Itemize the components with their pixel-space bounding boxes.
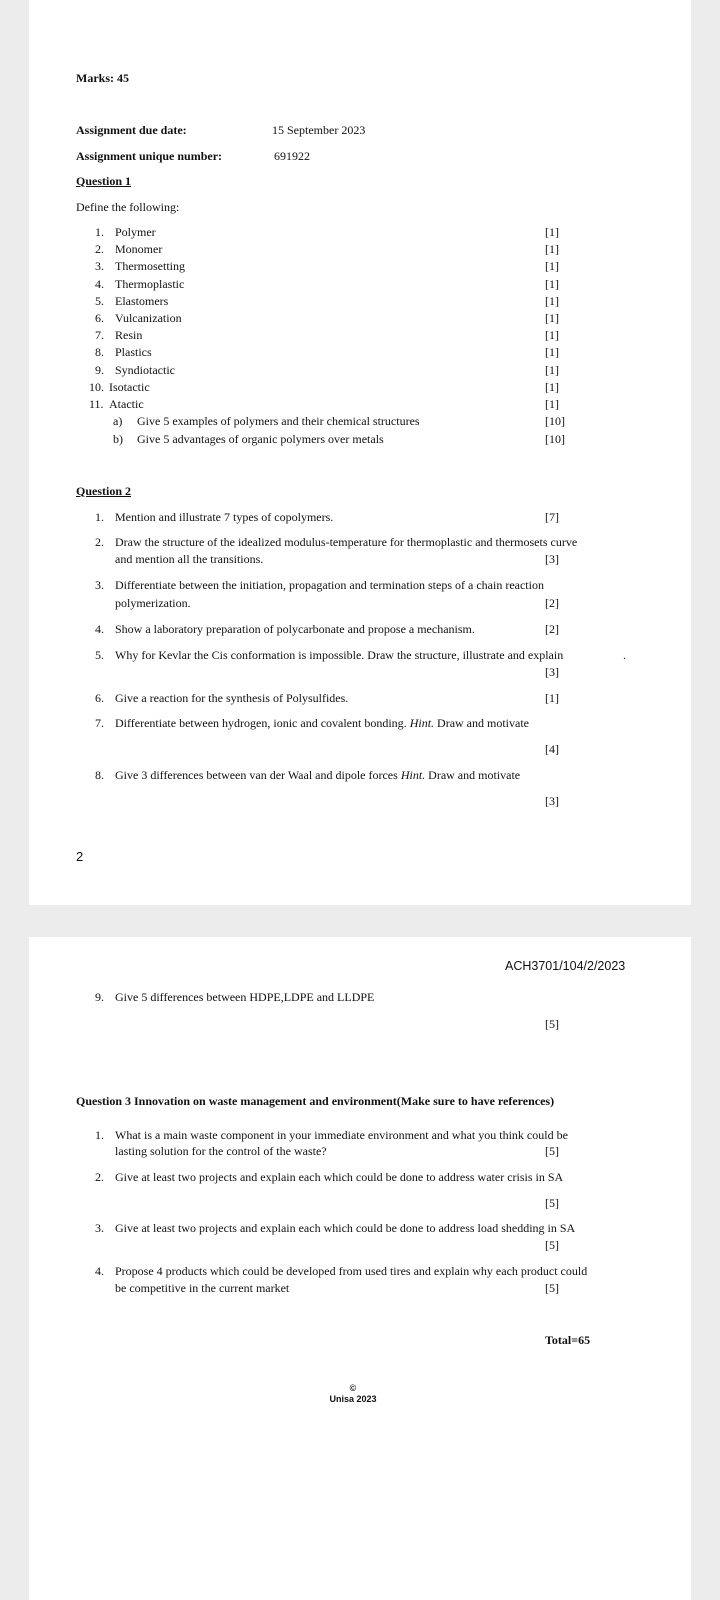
question-3-heading: Question 3 Innovation on waste management and environment(Make sure to have references) bbox=[76, 1094, 555, 1108]
q2-item-number: 7. bbox=[95, 716, 104, 730]
q2-item-text-continued: polymerization. bbox=[115, 596, 191, 610]
q2-item-mark: [3] bbox=[545, 665, 559, 679]
q1-item-mark: [1] bbox=[545, 397, 559, 411]
due-date-label: Assignment due date: bbox=[76, 123, 187, 137]
q3-item-mark: [5] bbox=[545, 1196, 559, 1210]
q3-item-text: What is a main waste component in your immediate environment and what you think could be bbox=[115, 1128, 568, 1142]
marks-total: Marks: 45 bbox=[76, 71, 129, 85]
q2-item-text: Draw the structure of the idealized modulus-temperature for thermoplastic and thermosets curve bbox=[115, 535, 578, 549]
q3-item-text-continued: be competitive in the current market bbox=[115, 1281, 290, 1295]
document-page-1 bbox=[29, 0, 691, 905]
q1-item-number: 7. bbox=[95, 328, 104, 342]
q1-item-text: Resin bbox=[115, 328, 143, 342]
q1-item-mark: [1] bbox=[545, 259, 559, 273]
q2-item-text-after-hint: Draw and motivate bbox=[428, 768, 521, 782]
q2-stray-dot: . bbox=[623, 648, 626, 662]
question-1-intro: Define the following: bbox=[76, 200, 180, 214]
q1-item-mark: [1] bbox=[545, 242, 559, 256]
q1-item-text: Atactic bbox=[109, 397, 144, 411]
q2-item-text: Differentiate between the initiation, propagation and termination steps of a chain reaction bbox=[115, 578, 544, 592]
copyright-symbol: © bbox=[349, 1383, 357, 1393]
q3-item-number: 4. bbox=[95, 1264, 104, 1278]
q1-item-number: 4. bbox=[95, 277, 104, 291]
q3-item-mark: [5] bbox=[545, 1144, 559, 1158]
q1-item-mark: [1] bbox=[545, 380, 559, 394]
q1-subitem-mark: [10] bbox=[545, 432, 565, 446]
grand-total: Total=65 bbox=[545, 1333, 591, 1347]
q2-item-number: 3. bbox=[95, 578, 104, 592]
q3-item-text: Give at least two projects and explain each which could be done to address water crisis in SA bbox=[115, 1170, 564, 1184]
q1-item-number: 9. bbox=[95, 363, 104, 377]
copyright-text: Unisa 2023 bbox=[329, 1394, 377, 1404]
q1-item-text: Syndiotactic bbox=[115, 363, 175, 377]
q2-item-text: Show a laboratory preparation of polycarbonate and propose a mechanism. bbox=[115, 622, 475, 636]
q2-item-text: Mention and illustrate 7 types of copolymers. bbox=[115, 510, 334, 524]
q1-item-number: 2. bbox=[95, 242, 104, 256]
q3-item-text: Propose 4 products which could be developed from used tires and explain why each product could bbox=[115, 1264, 588, 1278]
q3-item-number: 1. bbox=[95, 1128, 104, 1142]
q2-item-text: Why for Kevlar the Cis conformation is impossible. Draw the structure, illustrate and explain bbox=[115, 648, 564, 662]
q1-item-text: Thermosetting bbox=[115, 259, 185, 273]
q1-item-mark: [1] bbox=[545, 345, 559, 359]
q2-item-line bbox=[115, 716, 529, 730]
q1-item-number: 11. bbox=[89, 397, 104, 411]
q1-item-number: 1. bbox=[95, 225, 104, 239]
q2-item-text: Give 3 differences between van der Waal and dipole forces bbox=[115, 768, 398, 782]
q2-item-mark: [2] bbox=[545, 596, 559, 610]
q2-item-mark: [3] bbox=[545, 552, 559, 566]
q1-item-number: 10. bbox=[89, 380, 104, 394]
q1-subitem-letter: a) bbox=[113, 414, 123, 428]
q2-item-text: Give 5 differences between HDPE,LDPE and LLDPE bbox=[115, 990, 375, 1004]
q2-item-number: 1. bbox=[95, 510, 104, 524]
q2-item-number: 4. bbox=[95, 622, 104, 636]
q2-item-number: 8. bbox=[95, 768, 104, 782]
q3-item-number: 2. bbox=[95, 1170, 104, 1184]
q1-item-text: Isotactic bbox=[109, 380, 150, 394]
q1-item-mark: [1] bbox=[545, 225, 559, 239]
unique-number-value: 691922 bbox=[274, 149, 310, 163]
question-1-heading: Question 1 bbox=[76, 174, 132, 188]
due-date-value: 15 September 2023 bbox=[272, 123, 366, 137]
q1-subitem-mark: [10] bbox=[545, 414, 565, 428]
q1-item-number: 6. bbox=[95, 311, 104, 325]
document-page-2 bbox=[29, 937, 691, 1600]
q2-item-text-after-hint: Draw and motivate bbox=[437, 716, 529, 730]
q2-item-number: 6. bbox=[95, 691, 104, 705]
q1-item-mark: [1] bbox=[545, 328, 559, 342]
q2-item-line bbox=[115, 768, 520, 782]
q2-item-mark: [7] bbox=[545, 510, 559, 524]
q3-item-number: 3. bbox=[95, 1221, 104, 1235]
q2-item-mark: [1] bbox=[545, 691, 559, 705]
q1-item-text: Polymer bbox=[115, 225, 156, 239]
q1-item-number: 3. bbox=[95, 259, 104, 273]
q3-item-mark: [5] bbox=[545, 1281, 559, 1295]
q2-item-mark: [3] bbox=[545, 794, 559, 808]
q1-item-text: Monomer bbox=[115, 242, 163, 256]
q2-item-mark: [4] bbox=[545, 742, 559, 756]
q3-item-text: Give at least two projects and explain each which could be done to address load shedding in SA bbox=[115, 1221, 576, 1235]
q2-item-mark: [2] bbox=[545, 622, 559, 636]
q3-item-mark: [5] bbox=[545, 1238, 559, 1252]
q2-item-number: 2. bbox=[95, 535, 104, 549]
q1-item-text: Plastics bbox=[115, 345, 152, 359]
hint-label: Hint. bbox=[400, 768, 426, 782]
q1-item-mark: [1] bbox=[545, 311, 559, 325]
course-code-header: ACH3701/104/2/2023 bbox=[505, 959, 626, 973]
q1-subitem-letter: b) bbox=[113, 432, 123, 446]
unique-number-label: Assignment unique number: bbox=[76, 149, 223, 163]
q2-item-number: 9. bbox=[95, 990, 104, 1004]
q1-item-mark: [1] bbox=[545, 363, 559, 377]
q2-item-mark: [5] bbox=[545, 1017, 559, 1031]
q1-item-text: Thermoplastic bbox=[115, 277, 185, 291]
q1-item-mark: [1] bbox=[545, 294, 559, 308]
q1-subitem-text: Give 5 advantages of organic polymers over metals bbox=[137, 432, 384, 446]
q2-item-number: 5. bbox=[95, 648, 104, 662]
q1-item-number: 8. bbox=[95, 345, 104, 359]
page-number: 2 bbox=[76, 849, 84, 864]
q1-item-number: 5. bbox=[95, 294, 104, 308]
q3-item-text-continued: lasting solution for the control of the waste? bbox=[115, 1144, 327, 1158]
q1-item-mark: [1] bbox=[545, 277, 559, 291]
q2-item-text: Give a reaction for the synthesis of Polysulfides. bbox=[115, 691, 349, 705]
hint-label: Hint. bbox=[409, 716, 435, 730]
q2-item-text: Differentiate between hydrogen, ionic and covalent bonding. bbox=[115, 716, 407, 730]
q1-subitem-text: Give 5 examples of polymers and their chemical structures bbox=[137, 414, 420, 428]
q1-item-text: Vulcanization bbox=[115, 311, 182, 325]
question-2-heading: Question 2 bbox=[76, 484, 132, 498]
q2-item-text-continued: and mention all the transitions. bbox=[115, 552, 264, 566]
q1-item-text: Elastomers bbox=[115, 294, 169, 308]
